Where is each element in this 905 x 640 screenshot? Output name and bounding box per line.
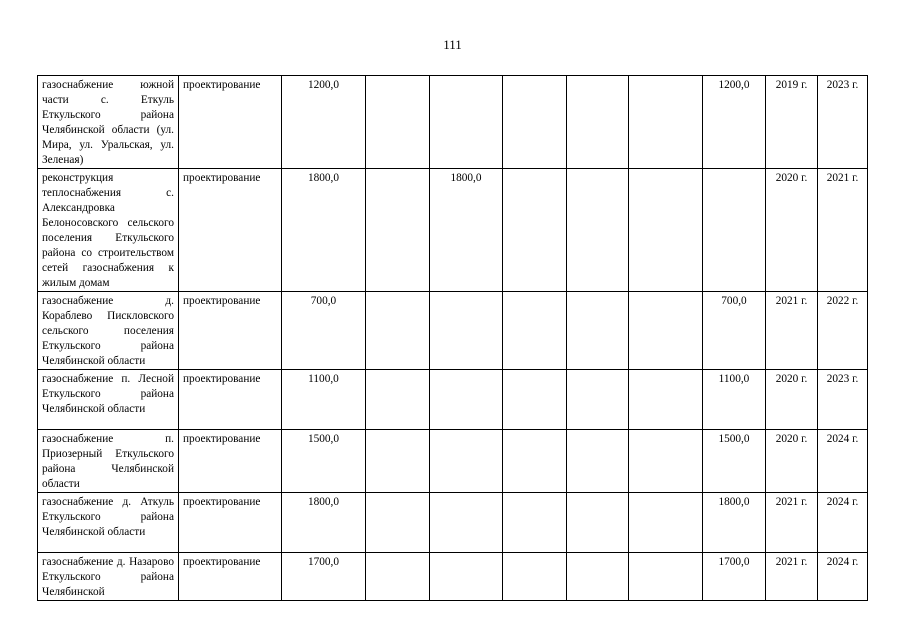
- stage-cell: проектирование: [179, 76, 282, 169]
- funding-cell: [430, 553, 503, 601]
- stage-cell: проектирование: [179, 553, 282, 601]
- total-cost-cell: 1800,0: [282, 493, 366, 553]
- table-row: [38, 493, 868, 553]
- funding-cell: [503, 76, 567, 169]
- funding-cell: [430, 292, 503, 370]
- end-year-cell: 2024 г.: [818, 430, 868, 493]
- start-year-cell: 2020 г.: [766, 370, 818, 430]
- total-cost-cell: 1500,0: [282, 430, 366, 493]
- funding-cell: [503, 430, 567, 493]
- funding-cell: 1100,0: [703, 370, 766, 430]
- stage-cell: проектирование: [179, 292, 282, 370]
- funding-cell: 1500,0: [703, 430, 766, 493]
- funding-cell: 1800,0: [703, 493, 766, 553]
- funding-cell: [503, 493, 567, 553]
- program-table: [37, 75, 868, 601]
- funding-cell: [629, 292, 703, 370]
- start-year-cell: 2021 г.: [766, 553, 818, 601]
- funding-cell: [629, 553, 703, 601]
- start-year-cell: 2021 г.: [766, 493, 818, 553]
- total-cost-cell: 1100,0: [282, 370, 366, 430]
- funding-cell: [366, 292, 430, 370]
- table-row: [38, 169, 868, 292]
- funding-cell: [567, 169, 629, 292]
- funding-cell: 1700,0: [703, 553, 766, 601]
- object-name-cell: газоснабжение южной части с. Еткуль Еткульского района Челябинской области (ул. Мира, ул. Уральская, ул. Зеленая): [38, 76, 179, 169]
- table-body: [38, 76, 868, 601]
- funding-cell: [430, 430, 503, 493]
- funding-cell: [366, 553, 430, 601]
- funding-cell: [567, 76, 629, 169]
- funding-cell: [567, 493, 629, 553]
- end-year-cell: 2023 г.: [818, 76, 868, 169]
- funding-cell: [430, 493, 503, 553]
- table-row: [38, 430, 868, 493]
- funding-cell: [629, 169, 703, 292]
- start-year-cell: 2021 г.: [766, 292, 818, 370]
- object-name-cell: газоснабжение д. Кораблево Пискловского сельского поселения Еткульского района Челябинской области: [38, 292, 179, 370]
- stage-cell: проектирование: [179, 430, 282, 493]
- page-number: 111: [443, 37, 462, 52]
- table-row: [38, 76, 868, 169]
- funding-cell: [629, 370, 703, 430]
- funding-cell: [629, 493, 703, 553]
- table-row: [38, 553, 868, 601]
- end-year-cell: 2021 г.: [818, 169, 868, 292]
- total-cost-cell: 700,0: [282, 292, 366, 370]
- start-year-cell: 2020 г.: [766, 169, 818, 292]
- stage-cell: проектирование: [179, 493, 282, 553]
- object-name-cell: газоснабжение п. Лесной Еткульского района Челябинской области: [38, 370, 179, 430]
- funding-cell: [366, 76, 430, 169]
- stage-cell: проектирование: [179, 370, 282, 430]
- funding-cell: [503, 169, 567, 292]
- funding-cell: [567, 370, 629, 430]
- object-name-cell: газоснабжение п. Приозерный Еткульского района Челябинской области: [38, 430, 179, 493]
- total-cost-cell: 1200,0: [282, 76, 366, 169]
- object-name-cell: реконструкция теплоснабжения с. Александровка Белоносовского сельского поселения Еткульского района со строительством сетей газоснабжения к жилым домам: [38, 169, 179, 292]
- funding-cell: 1800,0: [430, 169, 503, 292]
- funding-cell: [430, 76, 503, 169]
- funding-cell: [567, 292, 629, 370]
- start-year-cell: 2020 г.: [766, 430, 818, 493]
- funding-cell: [503, 370, 567, 430]
- funding-cell: [366, 169, 430, 292]
- funding-cell: [503, 292, 567, 370]
- funding-cell: [629, 76, 703, 169]
- funding-cell: 1200,0: [703, 76, 766, 169]
- start-year-cell: 2019 г.: [766, 76, 818, 169]
- funding-cell: [366, 370, 430, 430]
- object-name-cell: газоснабжение д. Назарово Еткульского района Челябинской: [38, 553, 179, 601]
- total-cost-cell: 1700,0: [282, 553, 366, 601]
- funding-cell: [703, 169, 766, 292]
- end-year-cell: 2023 г.: [818, 370, 868, 430]
- funding-cell: [430, 370, 503, 430]
- funding-cell: [567, 430, 629, 493]
- stage-cell: проектирование: [179, 169, 282, 292]
- funding-cell: [366, 493, 430, 553]
- object-name-cell: газоснабжение д. Аткуль Еткульского района Челябинской области: [38, 493, 179, 553]
- table-row: [38, 370, 868, 430]
- table-row: [38, 292, 868, 370]
- funding-cell: [503, 553, 567, 601]
- funding-cell: 700,0: [703, 292, 766, 370]
- end-year-cell: 2024 г.: [818, 493, 868, 553]
- funding-cell: [567, 553, 629, 601]
- end-year-cell: 2024 г.: [818, 553, 868, 601]
- funding-cell: [366, 430, 430, 493]
- end-year-cell: 2022 г.: [818, 292, 868, 370]
- funding-cell: [629, 430, 703, 493]
- total-cost-cell: 1800,0: [282, 169, 366, 292]
